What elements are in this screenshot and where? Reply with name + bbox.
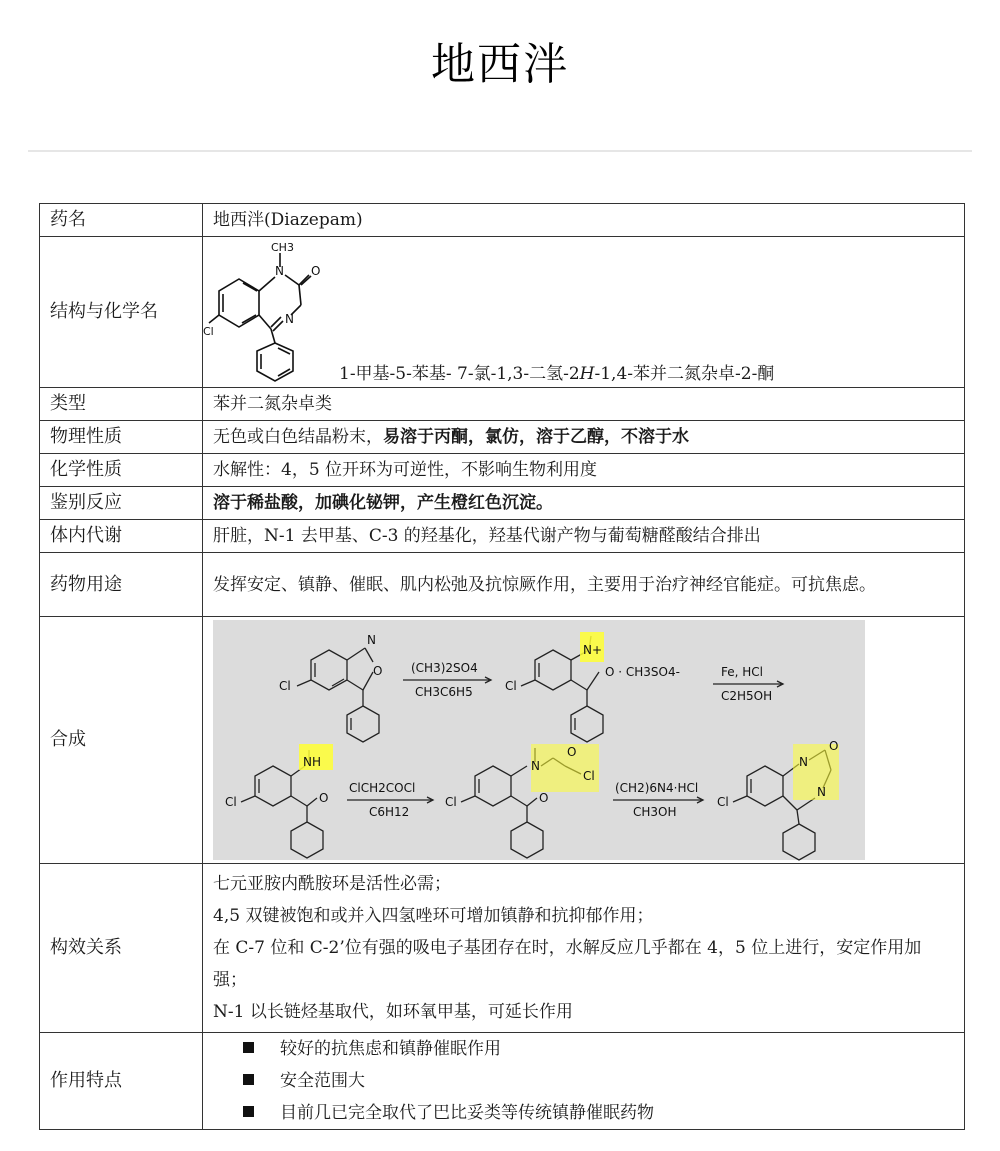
row-class — [40, 388, 965, 421]
label-class: 类型 — [40, 388, 203, 421]
value-use: 发挥安定、镇静、催眠、肌内松弛及抗惊厥作用，主要用于治疗神经官能症。可抗焦虑。 — [203, 553, 965, 617]
synth-n-4: N — [531, 759, 540, 773]
bullet-square-icon — [243, 1042, 254, 1053]
feature-item — [243, 1097, 954, 1129]
synth-o-4: O — [539, 791, 549, 805]
synth-n-5b: N — [817, 785, 826, 799]
label-chemical: 化学性质 — [40, 454, 203, 487]
reagent4-bottom: CH3OH — [633, 805, 677, 819]
struct-n1: N — [275, 264, 284, 278]
feature-text: 目前几已完全取代了巴比妥类等传统镇静催眠药物 — [280, 1103, 654, 1123]
structure-cell — [203, 237, 965, 388]
reagent2-bottom: C2H5OH — [721, 689, 773, 703]
synth-o-3: O — [319, 791, 329, 805]
row-features — [40, 1033, 965, 1130]
sar-line: 4,5 双键被饱和或并入四氢唑环可增加镇静和抗抑郁作用； — [213, 906, 654, 926]
label-name: 药名 — [40, 204, 203, 237]
struct-o: O — [311, 264, 321, 278]
label-sar: 构效关系 — [40, 864, 203, 1033]
synth-cl-4: Cl — [445, 795, 457, 809]
synth-cl-4b: Cl — [583, 769, 595, 783]
synth-o-5: O — [829, 739, 839, 753]
synth-o-1: O — [373, 664, 383, 678]
label-identification: 鉴别反应 — [40, 487, 203, 520]
struct-ch3: CH3 — [271, 241, 294, 254]
value-identification: 溶于稀盐酸，加碘化铋钾，产生橙红色沉淀。 — [203, 487, 965, 520]
value-sar — [203, 864, 965, 1033]
synthesis-diagram — [213, 620, 865, 860]
feature-text: 安全范围大 — [280, 1071, 365, 1091]
row-identification — [40, 487, 965, 520]
struct-cl: Cl — [203, 325, 214, 338]
row-sar — [40, 864, 965, 1033]
value-features — [203, 1033, 965, 1130]
sar-line: 在 C-7 位和 C-2’位有强的吸电子基团存在时，水解反应几乎都在 4，5 位上进行，安定作用加强； — [213, 938, 922, 990]
synth-cl-5: Cl — [717, 795, 729, 809]
label-use: 药物用途 — [40, 553, 203, 617]
label-physical: 物理性质 — [40, 421, 203, 454]
row-name — [40, 204, 965, 237]
struct-n4: N — [285, 312, 294, 326]
chem-name-italic: H — [579, 364, 595, 384]
row-physical — [40, 421, 965, 454]
value-name: 地西泮(Diazepam) — [203, 204, 965, 237]
sar-line: N-1 以长链烃基取代，如环氧甲基，可延长作用 — [213, 1002, 573, 1022]
value-metabolism: 肝脏，N-1 去甲基、C-3 的羟基化，羟基代谢产物与葡萄糖醛酸结合排出 — [203, 520, 965, 553]
diazepam-structure — [203, 239, 339, 387]
synthesis-scheme — [213, 620, 865, 860]
synth-cl-1: Cl — [279, 679, 291, 693]
physical-bold: 易溶于丙酮，氯仿，溶于乙醇，不溶于水 — [383, 427, 689, 447]
bullet-square-icon — [243, 1106, 254, 1117]
page-title: 地西泮 — [431, 39, 569, 90]
synth-cl-3: Cl — [225, 795, 237, 809]
reagent2-top: Fe, HCl — [721, 665, 763, 679]
drug-info-table — [39, 203, 965, 1130]
synth-cl-2: Cl — [505, 679, 517, 693]
value-chemical: 水解性：4，5 位开环为可逆性，不影响生物利用度 — [203, 454, 965, 487]
row-use — [40, 553, 965, 617]
row-metabolism — [40, 520, 965, 553]
value-class: 苯并二氮杂卓类 — [203, 388, 965, 421]
reagent1-bottom: CH3C6H5 — [415, 685, 473, 699]
synth-o-4a: O — [567, 745, 577, 759]
feature-item — [243, 1065, 954, 1097]
value-physical — [203, 421, 965, 454]
chemical-name — [339, 361, 774, 387]
label-metabolism: 体内代谢 — [40, 520, 203, 553]
row-synthesis — [40, 617, 965, 864]
chem-name-part2: -1,4-苯并二氮杂卓-2-酮 — [594, 364, 775, 384]
synth-nplus: N+ — [583, 643, 603, 657]
feature-item — [243, 1033, 954, 1065]
feature-text: 较好的抗焦虑和镇静催眠作用 — [280, 1039, 501, 1059]
reagent1-top: (CH3)2SO4 — [411, 661, 478, 675]
sar-line: 七元亚胺内酰胺环是活性必需； — [213, 874, 451, 894]
row-chemical — [40, 454, 965, 487]
physical-normal: 无色或白色结晶粉末， — [213, 427, 383, 447]
reagent3-bottom: C6H12 — [369, 805, 410, 819]
label-structure: 结构与化学名 — [40, 237, 203, 388]
label-synthesis: 合成 — [40, 617, 203, 864]
bullet-square-icon — [243, 1074, 254, 1085]
row-structure — [40, 237, 965, 388]
synth-nh: NH — [303, 755, 321, 769]
synth-counterion: O · CH3SO4- — [605, 665, 680, 679]
synth-n-5: N — [799, 755, 808, 769]
chem-name-part1: 1-甲基-5-苯基- 7-氯-1,3-二氢-2 — [339, 364, 580, 384]
reagent3-top: ClCH2COCl — [349, 781, 416, 795]
title-divider — [28, 150, 972, 152]
label-features: 作用特点 — [40, 1033, 203, 1130]
reagent4-top: (CH2)6N4·HCl — [615, 781, 699, 795]
synthesis-cell — [203, 617, 965, 864]
synth-n-1: N — [367, 633, 376, 647]
